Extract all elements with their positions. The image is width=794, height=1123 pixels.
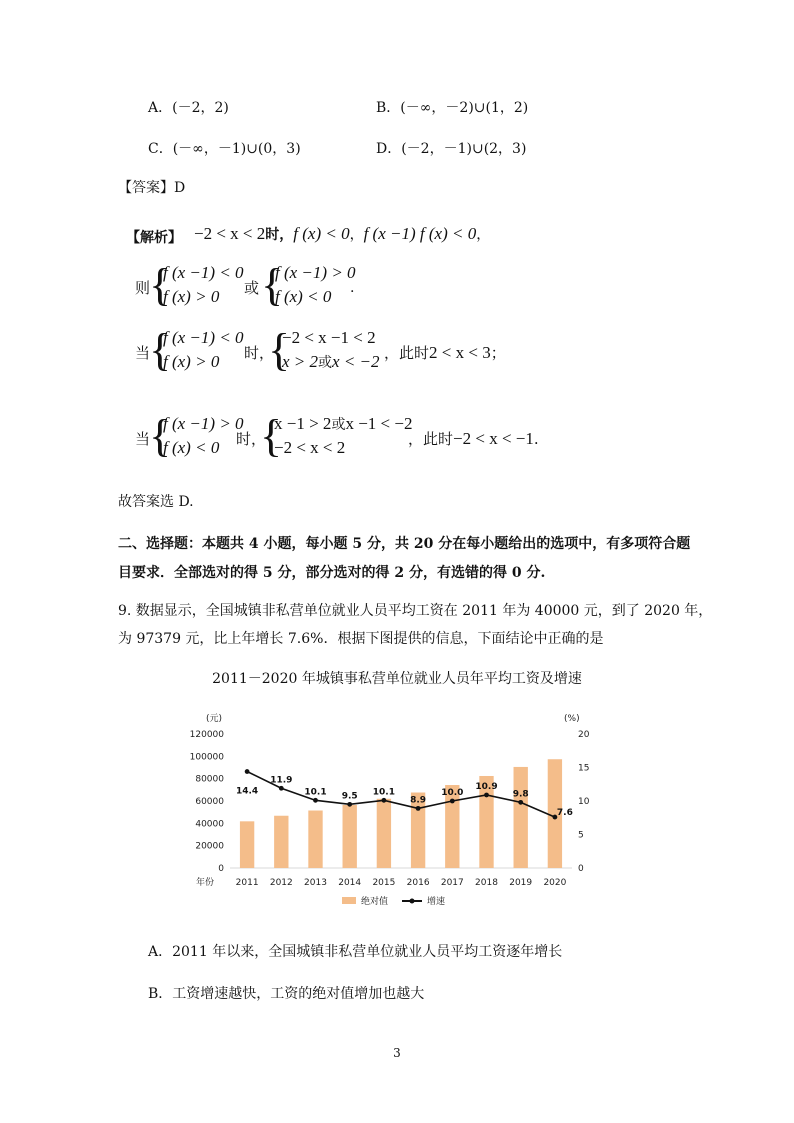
bar-2014 bbox=[343, 805, 357, 868]
analysis-result2 bbox=[408, 428, 539, 449]
option-c: C．(－∞，－1)∪(0，3) bbox=[148, 141, 301, 157]
x-tick-label: 2013 bbox=[304, 878, 327, 888]
legend-bar-swatch bbox=[342, 897, 356, 904]
legend-line-marker bbox=[410, 899, 415, 904]
growth-data-label: 9.5 bbox=[341, 791, 358, 802]
text-shi: 时， bbox=[236, 430, 267, 448]
bar-2012 bbox=[274, 816, 288, 868]
sys6-row2: −2 < x < 2 bbox=[274, 438, 346, 457]
growth-point-2012 bbox=[279, 786, 284, 791]
growth-data-label: 9.8 bbox=[512, 789, 529, 800]
sys1-row1: f (x −1) < 0 bbox=[163, 263, 244, 282]
math-x-minus1-gt2: x −1 > 2 bbox=[274, 414, 332, 433]
conclusion: 故答案选 D. bbox=[118, 494, 194, 510]
right-unit-label: (%) bbox=[564, 714, 580, 724]
brace-4: { bbox=[268, 324, 291, 375]
bar-2013 bbox=[308, 810, 322, 868]
growth-point-2015 bbox=[382, 798, 387, 803]
growth-point-2011 bbox=[245, 769, 250, 774]
growth-point-2018 bbox=[484, 793, 489, 798]
x-tick-label: 2020 bbox=[543, 878, 567, 888]
growth-data-label: 10.0 bbox=[441, 788, 464, 798]
analysis-label: 【解析】 bbox=[126, 230, 182, 246]
math-product: f (x −1) f (x) < 0 bbox=[363, 224, 477, 243]
left-tick-label: 80000 bbox=[195, 774, 224, 785]
text-then-ci: ，此时 bbox=[408, 430, 454, 448]
legend-bar-label: 绝对值 bbox=[361, 897, 389, 907]
x-tick-label: 2018 bbox=[475, 878, 498, 888]
text-when: 当 bbox=[135, 430, 151, 448]
analysis-line1 bbox=[194, 224, 490, 244]
sys3-row2: f (x) > 0 bbox=[163, 352, 220, 371]
left-tick-label: 100000 bbox=[190, 752, 224, 763]
x-tick-label: 2012 bbox=[269, 878, 293, 888]
chart-legend bbox=[342, 895, 445, 907]
text-or: 或 bbox=[318, 355, 333, 371]
q9-line1: 9. 数据显示，全国城镇非私营单位就业人员平均工资在 2011 年为 40000 元，到了 2020 年， bbox=[118, 603, 713, 619]
x-tick-label: 2014 bbox=[338, 878, 362, 888]
math-range: −2 < x < 2 bbox=[194, 224, 266, 243]
x-tick-label: 2019 bbox=[509, 878, 533, 888]
sys5-row1: f (x −1) > 0 bbox=[163, 414, 244, 433]
wage-chart bbox=[190, 708, 620, 908]
growth-point-2013 bbox=[313, 798, 318, 803]
q9-line2: 为 97379 元，比上年增长 7.6%．根据下图提供的信息，下面结论中正确的是 bbox=[118, 631, 604, 647]
right-tick-label: 5 bbox=[578, 830, 584, 841]
math-x-gt-2: x > 2 bbox=[282, 352, 319, 371]
growth-data-label: 10.9 bbox=[475, 781, 498, 792]
right-tick-label: 15 bbox=[578, 763, 590, 774]
brace-1: { bbox=[149, 259, 172, 310]
growth-data-label: 10.1 bbox=[304, 787, 327, 798]
math-fx-neg: f (x) < 0 bbox=[293, 224, 350, 243]
growth-data-label: 7.6 bbox=[556, 808, 573, 819]
left-tick-label: 20000 bbox=[195, 841, 224, 852]
left-unit-label: (元) bbox=[206, 714, 223, 724]
math-x-lt-neg2: x < −2 bbox=[332, 352, 380, 371]
growth-data-label: 10.1 bbox=[372, 787, 396, 798]
sys6-row1 bbox=[274, 414, 412, 434]
brace-2: { bbox=[261, 259, 284, 310]
comma: ， bbox=[476, 227, 491, 243]
growth-data-label: 8.9 bbox=[410, 795, 427, 806]
legend-line-label: 增速 bbox=[427, 897, 446, 907]
sys2-row1: f (x −1) > 0 bbox=[275, 263, 356, 282]
bar-2011 bbox=[240, 821, 254, 868]
q9-option-b: B．工资增速越快，工资的绝对值增加也越大 bbox=[148, 986, 425, 1002]
brace-3: { bbox=[149, 324, 172, 375]
x-tick-label: 2017 bbox=[440, 878, 464, 888]
growth-data-label: 14.4 bbox=[235, 786, 259, 797]
growth-point-2014 bbox=[347, 802, 352, 807]
sys3-row1: f (x −1) < 0 bbox=[163, 328, 244, 347]
left-tick-label: 0 bbox=[218, 864, 224, 874]
bar-2015 bbox=[377, 799, 391, 868]
growth-point-2017 bbox=[450, 799, 455, 804]
x-tick-label: 2016 bbox=[406, 878, 430, 888]
text-when: 当 bbox=[135, 344, 151, 362]
sys4-row2 bbox=[282, 352, 380, 372]
period: . bbox=[533, 430, 539, 448]
x-tick-label: 2015 bbox=[372, 878, 396, 888]
chart-title: 2011－2020 年城镇事私营单位就业人员年平均工资及增速 bbox=[212, 671, 582, 687]
text-then: 则 bbox=[135, 279, 151, 297]
left-tick-label: 40000 bbox=[195, 819, 224, 830]
analysis-result1 bbox=[384, 342, 506, 363]
section2-line2: 目要求．全部选对的得 5 分，部分选对的得 2 分，有选错的得 0 分. bbox=[118, 565, 546, 581]
answer-value: D bbox=[174, 180, 186, 196]
right-tick-label: 10 bbox=[578, 797, 590, 807]
option-b: B．(－∞，－2)∪(1，2) bbox=[376, 100, 529, 116]
section2-line1: 二、选择题：本题共 4 小题，每小题 5 分，共 20 分在每小题给出的选项中，有多项符合题 bbox=[118, 536, 691, 552]
growth-line-path bbox=[247, 772, 555, 818]
text-or: 或 bbox=[244, 279, 260, 297]
left-tick-label: 120000 bbox=[190, 730, 224, 740]
sys4-row1: −2 < x −1 < 2 bbox=[282, 328, 376, 347]
brace-6: { bbox=[260, 410, 283, 461]
sys5-row2: f (x) < 0 bbox=[163, 438, 220, 457]
bar-2019 bbox=[514, 767, 528, 868]
right-tick-label: 20 bbox=[578, 730, 590, 740]
q9-option-a: A．2011 年以来，全国城镇非私营单位就业人员平均工资逐年增长 bbox=[148, 944, 563, 960]
text-or: 或 bbox=[331, 417, 346, 433]
growth-point-2019 bbox=[518, 800, 523, 805]
growth-point-2016 bbox=[416, 806, 421, 811]
sys2-row2: f (x) < 0 bbox=[275, 287, 332, 306]
semicolon: ； bbox=[490, 344, 506, 362]
math-result1: 2 < x < 3 bbox=[429, 343, 491, 362]
answer-line bbox=[118, 177, 185, 197]
page-number: 3 bbox=[393, 1046, 401, 1060]
left-tick-label: 60000 bbox=[195, 797, 224, 807]
math-result2: −2 < x < −1 bbox=[453, 429, 534, 448]
option-a: A．(－2，2) bbox=[148, 100, 229, 116]
text-shi: 时， bbox=[265, 227, 294, 243]
comma: ， bbox=[349, 227, 364, 243]
math-x-minus1-lt-neg2: x −1 < −2 bbox=[345, 414, 413, 433]
text-shi: 时， bbox=[244, 344, 275, 362]
answer-label: 【答案】 bbox=[118, 180, 174, 196]
x-tick-label: 2011 bbox=[235, 878, 259, 888]
brace-5: { bbox=[149, 410, 172, 461]
growth-data-label: 11.9 bbox=[270, 775, 293, 786]
text-then-ci: ，此时 bbox=[384, 344, 430, 362]
period: . bbox=[350, 280, 355, 296]
x-axis-label: 年份 bbox=[196, 878, 215, 888]
sys1-row2: f (x) > 0 bbox=[163, 287, 220, 306]
option-d: D．(－2，－1)∪(2，3) bbox=[376, 141, 527, 157]
right-tick-label: 0 bbox=[578, 864, 584, 874]
